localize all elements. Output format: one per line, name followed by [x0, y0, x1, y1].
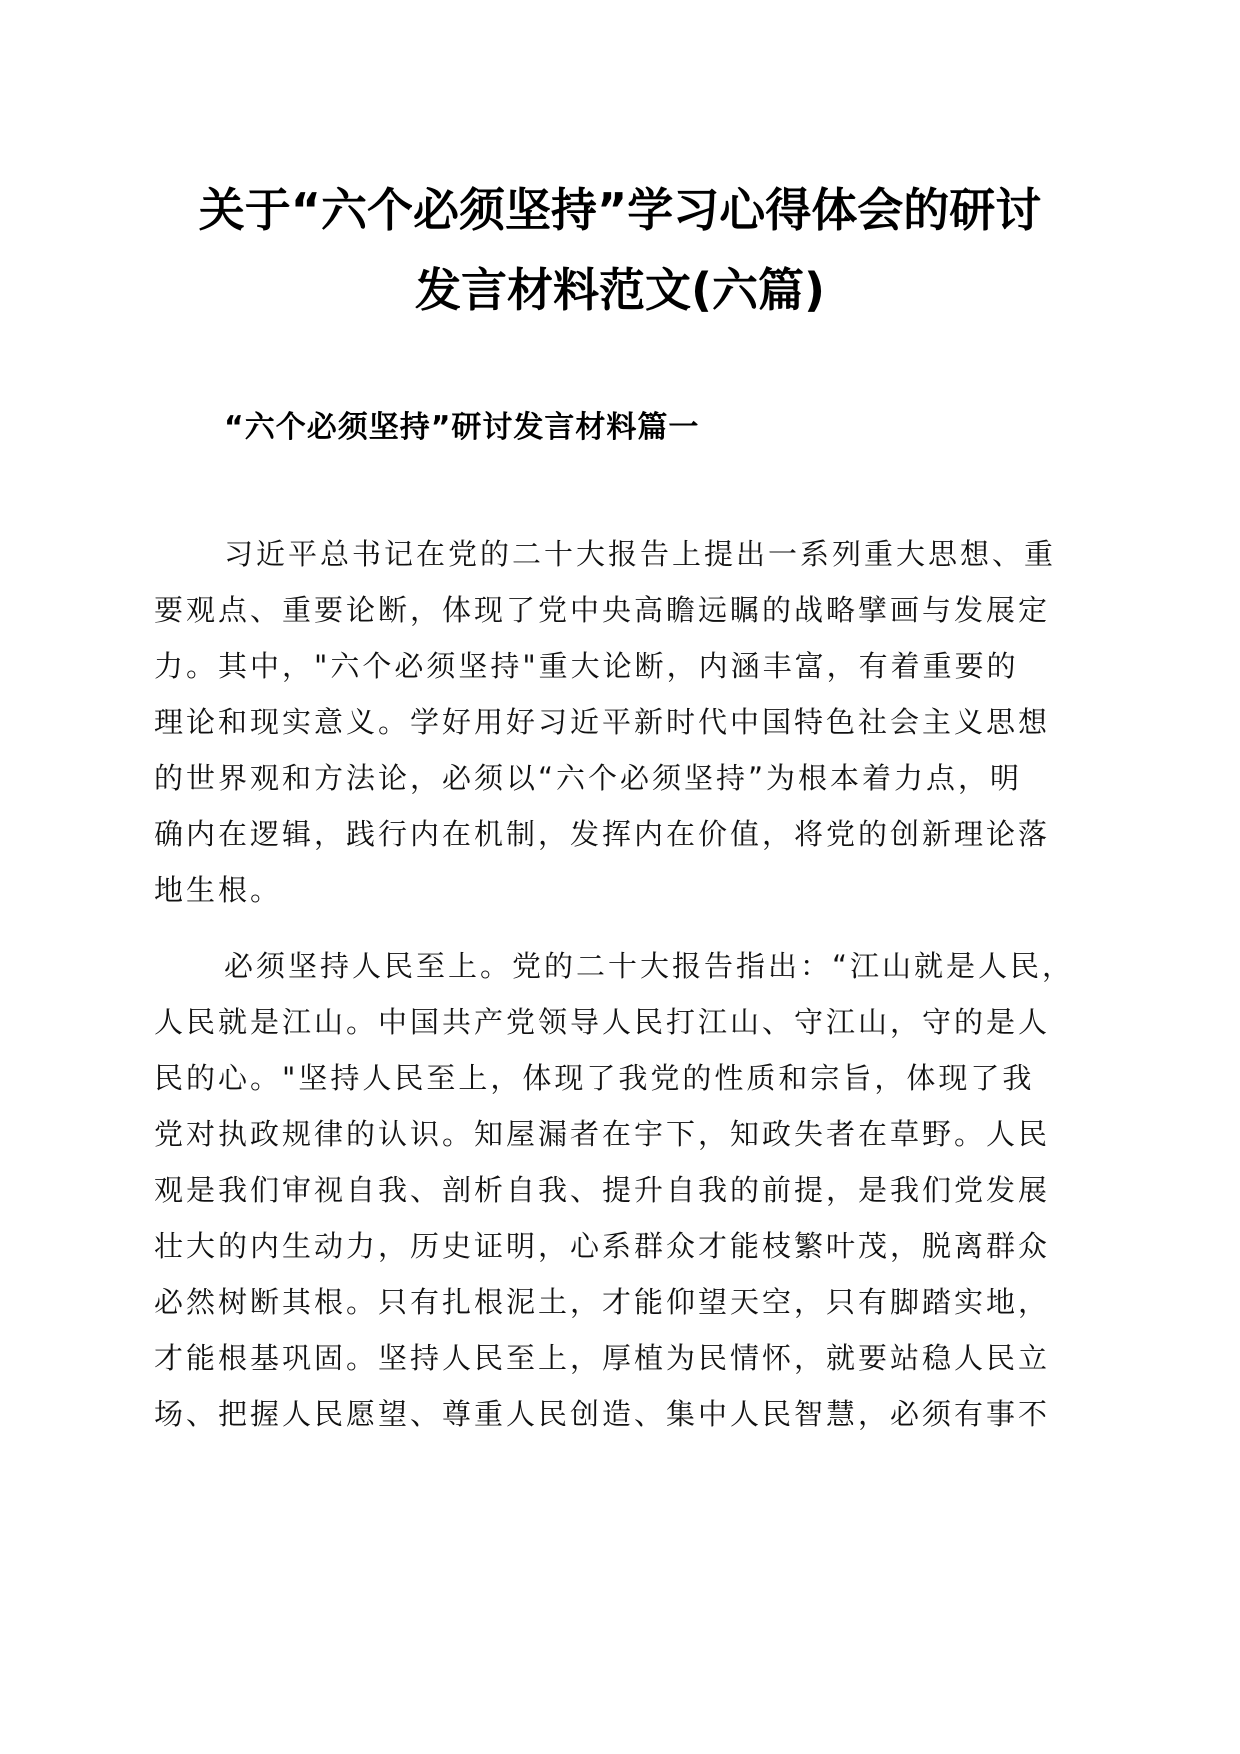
paragraph-2-line: 党对执政规律的认识。知屋漏者在宇下，知政失者在草野。人民 [154, 1117, 1051, 1151]
paragraph-2-line: 才能根基巩固。坚持人民至上，厚植为民情怀，就要站稳人民立 [154, 1341, 1051, 1375]
paragraph-1-line: 确内在逻辑，践行内在机制，发挥内在价值，将党的创新理论落 [154, 817, 1051, 851]
paragraph-2-line: 场、把握人民愿望、尊重人民创造、集中人民智慧，必须有事不 [154, 1397, 1051, 1431]
section-heading: “六个必须坚持”研讨发言材料篇一 [224, 410, 700, 445]
document-title-line-2: 发言材料范文(六篇) [414, 263, 826, 317]
paragraph-2-line: 观是我们审视自我、剖析自我、提升自我的前提，是我们党发展 [154, 1173, 1051, 1207]
paragraph-2-line: 必然树断其根。只有扎根泥土，才能仰望天空，只有脚踏实地， [154, 1285, 1051, 1319]
paragraph-1-line: 地生根。 [154, 873, 283, 907]
paragraph-2-line: 民的心。"坚持人民至上，体现了我党的性质和宗旨，体现了我 [154, 1061, 1035, 1095]
paragraph-1-line: 要观点、重要论断，体现了党中央高瞻远瞩的战略擘画与发展定 [154, 593, 1051, 627]
paragraph-2-line: 壮大的内生动力，历史证明，心系群众才能枝繁叶茂，脱离群众 [154, 1229, 1051, 1263]
paragraph-1-line: 力。其中，"六个必须坚持"重大论断，内涵丰富，有着重要的 [154, 649, 1019, 683]
paragraph-2-line: 必须坚持人民至上。党的二十大报告指出：“江山就是人民， [224, 949, 1075, 983]
paragraph-1-line: 习近平总书记在党的二十大报告上提出一系列重大思想、重 [224, 537, 1057, 571]
document-title-line-1: 关于“六个必须坚持”学习心得体会的研讨 [198, 183, 1042, 237]
paragraph-1-line: 理论和现实意义。学好用好习近平新时代中国特色社会主义思想 [154, 705, 1051, 739]
paragraph-1-line: 的世界观和方法论，必须以“六个必须坚持”为根本着力点，明 [154, 761, 1023, 795]
paragraph-2-line: 人民就是江山。中国共产党领导人民打江山、守江山，守的是人 [154, 1005, 1051, 1039]
